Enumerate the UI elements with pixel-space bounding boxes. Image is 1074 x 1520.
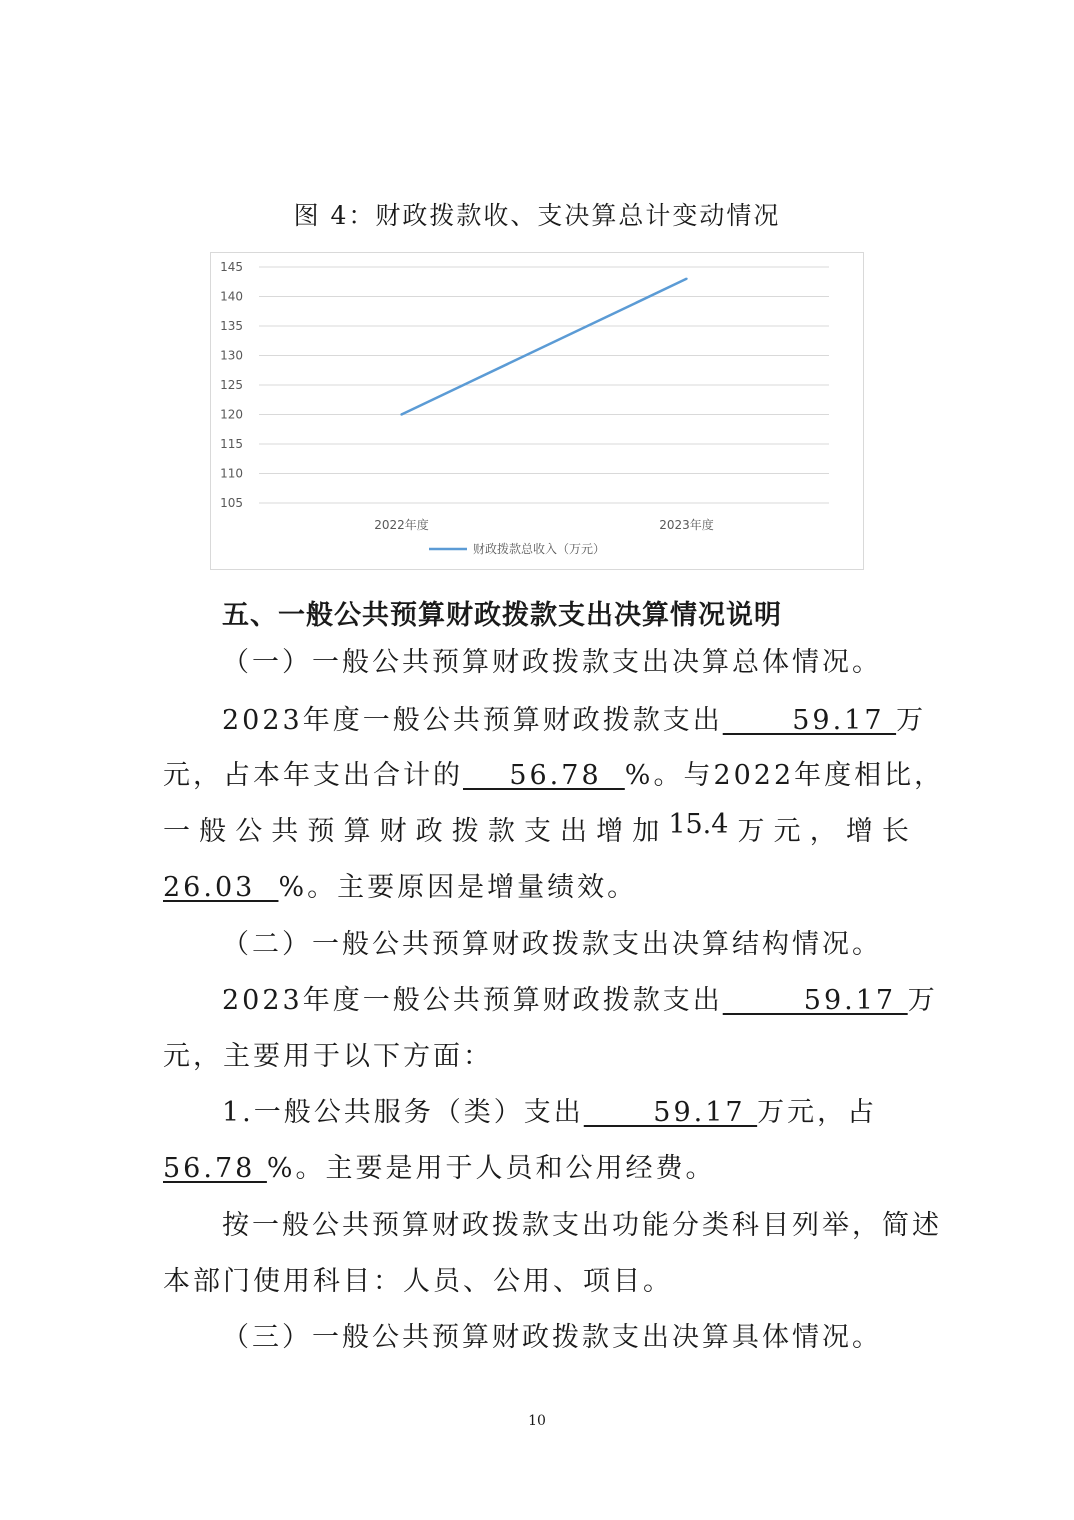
paragraph-1-line-3 (163, 809, 909, 848)
paragraph-3-line-1: 按一般公共预算财政拨款支出功能分类科目列举，简述 (222, 1210, 942, 1241)
y-tick-label: 130 (220, 348, 243, 363)
p1-text-b: 万 (896, 705, 927, 736)
p1-text-e-char: 般 (199, 816, 227, 847)
p1-text-e-char: 公 (235, 816, 263, 847)
page-number: 10 (528, 1413, 546, 1429)
y-tick-label: 120 (220, 407, 243, 422)
p1-text-e-char: 一 (163, 816, 190, 847)
p1-text-e-char: 预 (307, 816, 335, 847)
p2-text-b: 万 (907, 985, 938, 1016)
y-tick-label: 125 (220, 378, 243, 392)
p1-text-e-char: 增 (596, 816, 624, 847)
p1-text-e-char: 长 (881, 816, 909, 847)
p1-text-e-char: 支 (523, 816, 551, 847)
paragraph-3-line-2: 本部门使用科目：人员、公用、项目。 (163, 1266, 673, 1297)
subsection-3-title: （三）一般公共预算财政拨款支出决算具体情况。 (222, 1322, 882, 1353)
p1-text-e-char: 政 (415, 816, 443, 847)
item1-value-share: 56.78 (163, 1153, 267, 1184)
figure-caption: 图 4：财政拨款收、支决算总计变动情况 (293, 201, 781, 230)
p1-text-e-char: 出 (560, 816, 588, 847)
section-heading: 五、一般公共预算财政拨款支出决算情况说明 (222, 600, 782, 631)
p1-text-e-char: 增 (845, 816, 873, 847)
line-chart (210, 252, 864, 570)
paragraph-2-line-1 (222, 978, 938, 1017)
legend-label: 财政拨款总收入（万元） (473, 542, 606, 556)
p1-text-e-char: 款 (487, 816, 515, 847)
item1-value-amount: 59.17 (583, 1097, 758, 1128)
subsection-1-title: （一）一般公共预算财政拨款支出决算总体情况。 (222, 647, 882, 678)
item1-text-a: 1.一般公共服务（类）支出 (222, 1097, 584, 1128)
x-tick-label: 2023年度 (659, 518, 714, 532)
p1-text-a: 2023年度一般公共预算财政拨款支出 (222, 705, 723, 736)
y-tick-label: 105 (220, 496, 243, 510)
series-line (402, 279, 687, 415)
p1-text-e-char: 加 (632, 816, 660, 847)
item-1-line-2 (163, 1146, 716, 1185)
y-tick-label: 110 (220, 466, 243, 481)
paragraph-1-line-4 (163, 865, 637, 904)
subsection-2-title: （二）一般公共预算财政拨款支出决算结构情况。 (222, 929, 882, 960)
p1-text-e-char: 拨 (451, 816, 479, 847)
p1-text-c: 元，占本年支出合计的 (163, 760, 463, 791)
p2-text-a: 2023年度一般公共预算财政拨款支出 (222, 985, 723, 1016)
p1-text-f: %。主要原因是增量绩效。 (278, 872, 638, 903)
p1-text-e-char: 共 (271, 816, 299, 847)
p1-text-e-char: 元 (773, 816, 801, 847)
p1-value-amount: 59.17 (722, 705, 897, 736)
p1-text-e-char: 万 (737, 816, 765, 847)
item1-text-b: 万元，占 (757, 1097, 878, 1128)
y-tick-label: 140 (220, 289, 243, 304)
p1-text-e-char: 财 (379, 816, 407, 847)
p1-value-share: 56.78 (463, 760, 625, 791)
data-point (685, 278, 687, 280)
p1-text-d: %。与2022年度相比， (624, 760, 945, 791)
chart-canvas (211, 253, 863, 569)
item-1-line-1 (222, 1090, 877, 1129)
paragraph-1-line-2 (163, 753, 944, 792)
y-tick-label: 135 (220, 319, 243, 333)
paragraph-2-line-2: 元，主要用于以下方面： (163, 1041, 493, 1072)
x-tick-label: 2022年度 (374, 518, 429, 532)
item1-text-c: %。主要是用于人员和公用经费。 (266, 1153, 716, 1184)
p2-value-amount: 59.17 (722, 985, 908, 1016)
data-point (400, 413, 402, 415)
paragraph-1-line-1 (222, 698, 926, 737)
y-tick-label: 145 (220, 260, 243, 274)
y-tick-label: 115 (220, 437, 243, 451)
p1-value-growth: 26.03 (163, 872, 279, 903)
p1-text-e-char: 15.4 (668, 809, 729, 840)
p1-text-e-char: ， (809, 816, 837, 847)
p1-text-e-char: 算 (343, 816, 371, 847)
